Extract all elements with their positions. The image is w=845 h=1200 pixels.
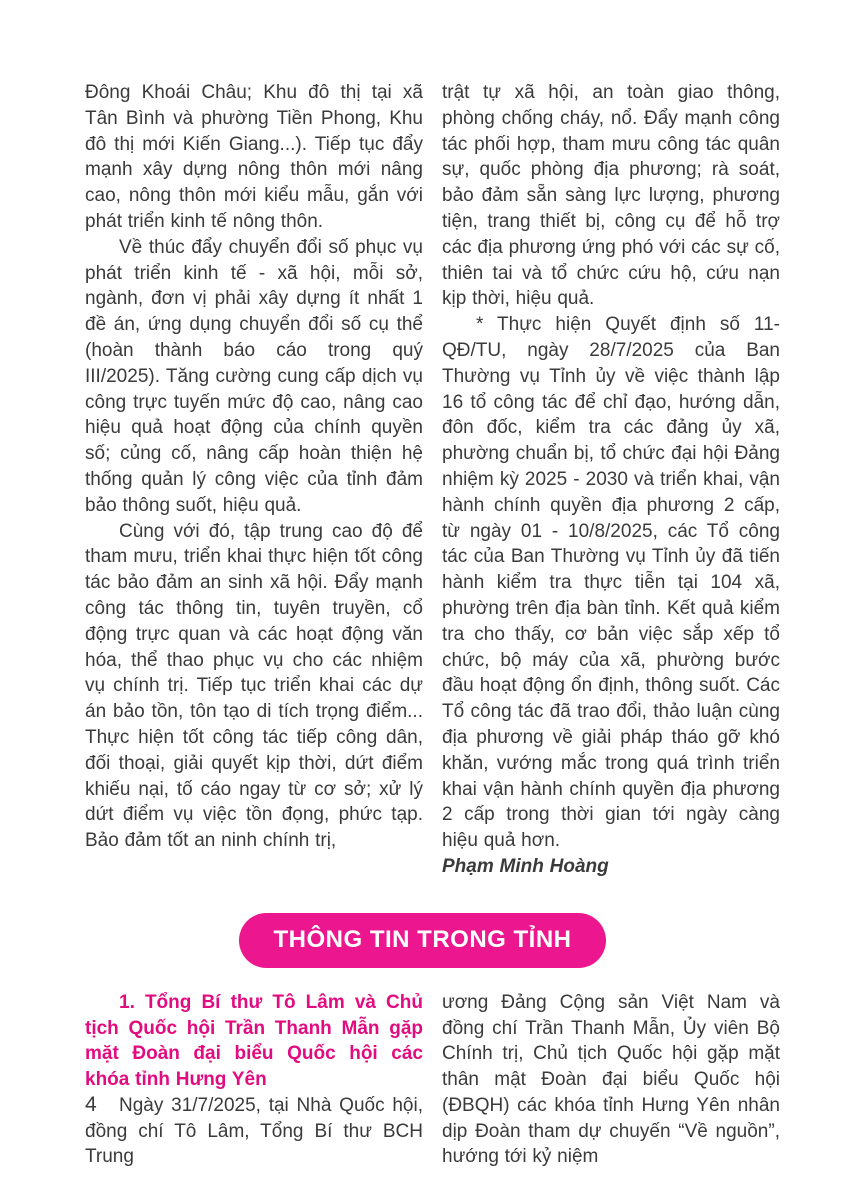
bottom-right-column: [442, 990, 780, 1171]
paragraph: Về thúc đẩy chuyển đổi số phục vụ phát triển kinh tế - xã hội, mỗi sở, ngành, đơn vị phải xây dựng ít nhất 1 đề án, ứng dụng chuyển đổi số cụ thể (hoàn thành báo cáo trong quý III/2025). Tăng cường cung cấp dịch vụ công trực tuyến mức độ cao, nâng cao hiệu quả hoạt động của chính quyền số; củng cố, nâng cấp hoàn thiện hệ thống quản lý công việc của tỉnh đảm bảo thông suốt, hiệu quả.: [85, 236, 423, 516]
paragraph: Ngày 31/7/2025, tại Nhà Quốc hội, đồng chí Tô Lâm, Tổng Bí thư BCH Trung: [85, 1094, 423, 1168]
page-number: 4: [85, 1093, 97, 1116]
bottom-left-column: [85, 990, 423, 1171]
section-banner-row: [85, 913, 760, 968]
paragraph-continuation: Đông Khoái Châu; Khu đô thị tại xã Tân Bình và phường Tiền Phong, Khu đô thị mới Kiến Giang...). Tiếp tục đẩy mạnh xây dựng nông thôn mới nâng cao, nông thôn mới kiểu mẫu, gắn với phát triển kinh tế nông thôn.: [85, 82, 423, 232]
top-left-column: [85, 80, 423, 880]
top-article-section: [85, 80, 780, 880]
paragraph-continuation: trật tự xã hội, an toàn giao thông, phòng chống cháy, nổ. Đẩy mạnh công tác phối hợp, tham mưu công tác quân sự, quốc phòng địa phương; rà soát, bảo đảm sẵn sàng lực lượng, phương tiện, trang thiết bị, công cụ để hỗ trợ các địa phương ứng phó với các sự cố, thiên tai và tổ chức cứu hộ, cứu nạn kịp thời, hiệu quả.: [442, 82, 780, 310]
top-right-column: [442, 80, 780, 880]
paragraph: * Thực hiện Quyết định số 11-QĐ/TU, ngày 28/7/2025 của Ban Thường vụ Tỉnh ủy về việc thành lập 16 tổ công tác để chỉ đạo, hướng dẫn, đôn đốc, kiểm tra các đảng ủy xã, phường chuẩn bị, tổ chức đại hội Đảng nhiệm kỳ 2025 - 2030 và triển khai, vận hành chính quyền địa phương 2 cấp, từ ngày 01 - 10/8/2025, các Tổ công tác của Ban Thường vụ Tỉnh ủy đã tiến hành kiểm tra thực tiễn tại 104 xã, phường trên địa bàn tỉnh. Kết quả kiểm tra cho thấy, cơ bản việc sắp xếp tổ chức, bộ máy của xã, phường bước đầu hoạt động ổn định, thông suốt. Các Tổ công tác đã trao đổi, thảo luận cùng địa phương về giải pháp tháo gỡ khó khăn, vướng mắc trong quá trình triển khai vận hành chính quyền địa phương 2 cấp trong thời gian tới ngày càng hiệu quả hơn.: [442, 314, 780, 852]
section-banner: THÔNG TIN TRONG TỈNH: [239, 913, 607, 968]
article-author: Phạm Minh Hoàng: [442, 855, 609, 877]
article-heading: 1. Tổng Bí thư Tô Lâm và Chủ tịch Quốc hội Trần Thanh Mẫn gặp mặt Đoàn đại biểu Quốc hội các khóa tỉnh Hưng Yên: [85, 991, 423, 1091]
bottom-article-section: [85, 990, 780, 1171]
paragraph: Cùng với đó, tập trung cao độ để tham mưu, triển khai thực hiện tốt công tác bảo đảm an sinh xã hội. Đẩy mạnh công tác thông tin, tuyên truyền, cổ động trực quan và các hoạt động văn hóa, thể thao phục vụ cho các nhiệm vụ chính trị. Tiếp tục triển khai các dự án bảo tồn, tôn tạo di tích trọng điểm... Thực hiện tốt công tác tiếp công dân, đối thoại, giải quyết kịp thời, dứt điểm khiếu nại, tố cáo ngay từ cơ sở; xử lý dứt điểm vụ việc tồn đọng, phức tạp. Bảo đảm tốt an ninh chính trị,: [85, 520, 423, 852]
paragraph-continuation: ương Đảng Cộng sản Việt Nam và đồng chí Trần Thanh Mẫn, Ủy viên Bộ Chính trị, Chủ tịch Quốc hội gặp mặt thân mật Đoàn đại biểu Quốc hội (ĐBQH) các khóa tỉnh Hưng Yên nhân dịp Đoàn tham dự chuyến “Về nguồn”, hướng tới kỷ niệm: [442, 991, 780, 1168]
